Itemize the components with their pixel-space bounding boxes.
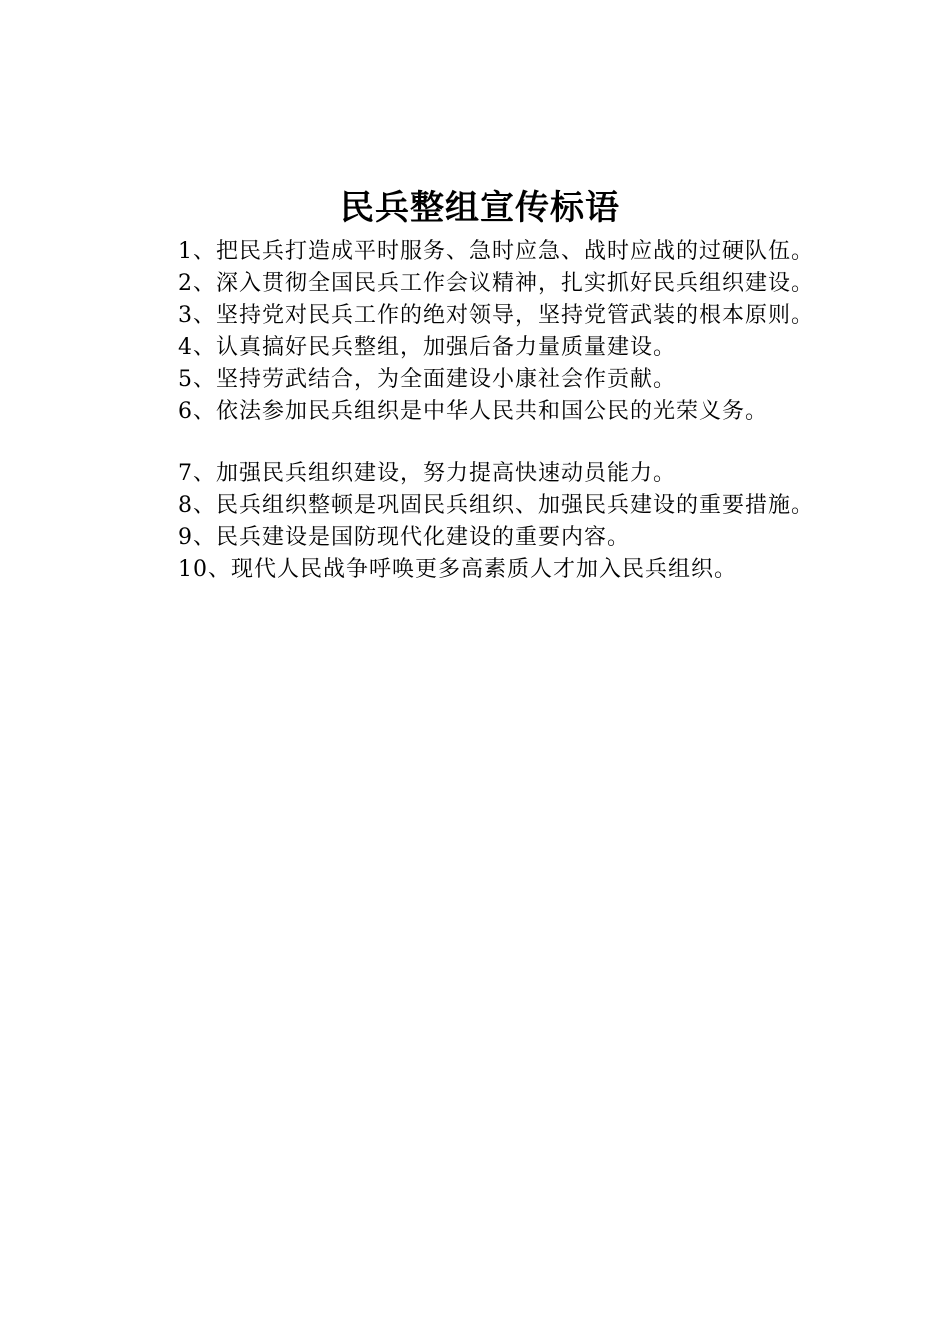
slogan-item-2: 2、深入贯彻全国民兵工作会议精神，扎实抓好民兵组织建设。 (178, 271, 814, 296)
slogan-item-1: 1、把民兵打造成平时服务、急时应急、战时应战的过硬队伍。 (178, 239, 814, 264)
slogan-item-7: 7、加强民兵组织建设，努力提高快速动员能力。 (178, 461, 676, 486)
slogan-item-8: 8、民兵组织整顿是巩固民兵组织、加强民兵建设的重要措施。 (178, 493, 814, 518)
slogan-item-9: 9、民兵建设是国防现代化建设的重要内容。 (178, 525, 630, 550)
slogan-item-5: 5、坚持劳武结合，为全面建设小康社会作贡献。 (178, 367, 676, 392)
slogan-list (131, 236, 833, 586)
slogan-item-10: 10、现代人民战争呼唤更多高素质人才加入民兵组织。 (178, 557, 737, 582)
slogan-item-3: 3、坚持党对民兵工作的绝对领导，坚持党管武装的根本原则。 (178, 303, 814, 328)
slogan-item-6: 6、依法参加民兵组织是中华人民共和国公民的光荣义务。 (178, 399, 768, 424)
document-title: 民兵整组宣传标语 (340, 188, 620, 228)
slogan-item-4: 4、认真搞好民兵整组，加强后备力量质量建设。 (178, 335, 676, 360)
